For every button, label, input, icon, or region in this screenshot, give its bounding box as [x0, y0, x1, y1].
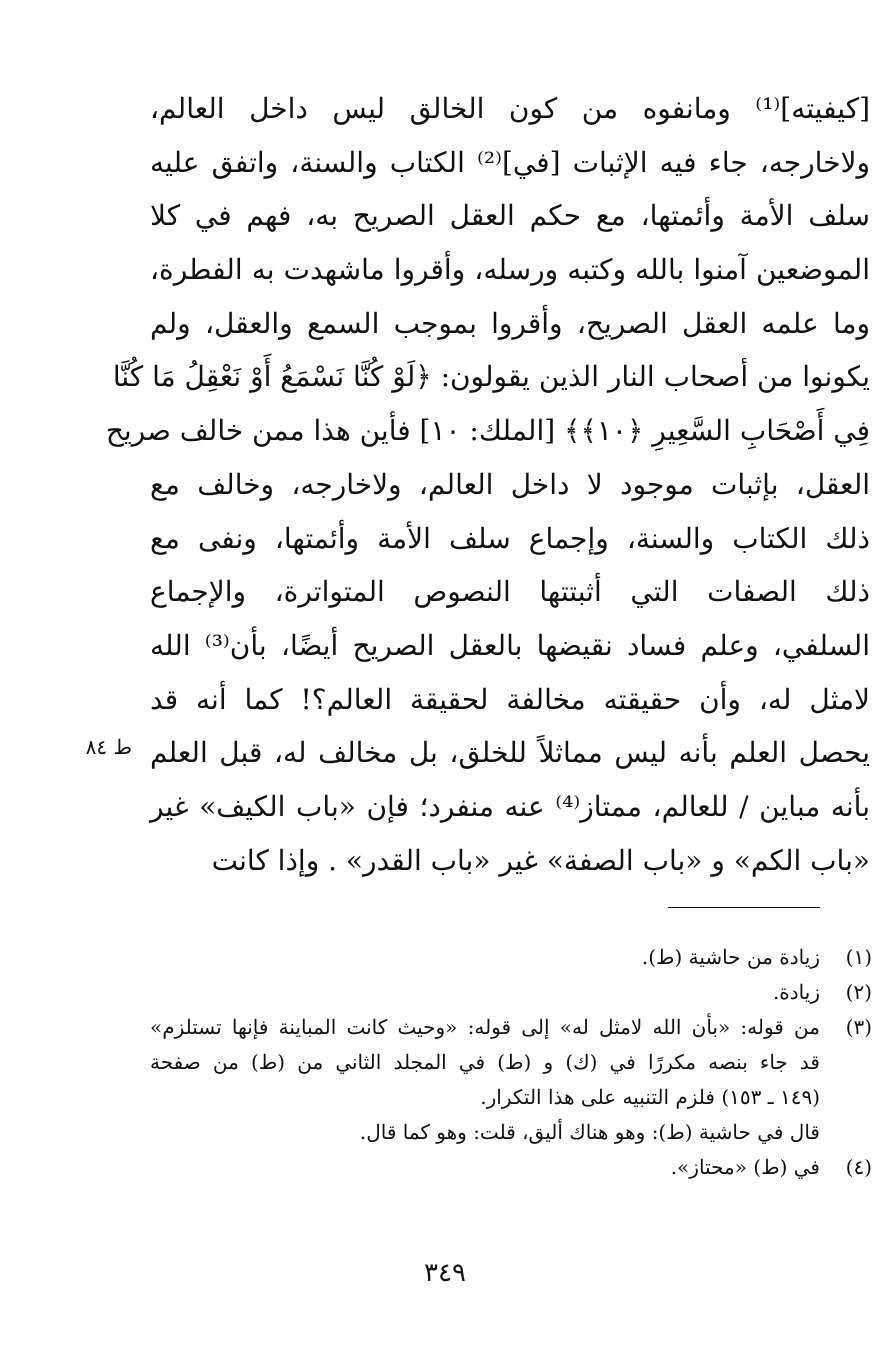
- text-line: فِي أَصْحَابِ السَّعِيرِ ﴿١٠﴾﴾ [الملك: ١٠] فأين هذا ممن خالف صريح: [105, 414, 870, 448]
- footnote-line: (١٤٩ ـ ١٥٣) فلزم التنبيه على هذا التكرار.: [480, 1085, 820, 1109]
- footnote-text: [150, 1010, 820, 1150]
- text-line: «باب الكم» و «باب الصفة» غير «باب القدر» . وإذا كانت: [211, 843, 870, 877]
- footnote-text: [150, 940, 820, 975]
- footnote-line: زيادة من حاشية (ط).: [641, 945, 820, 969]
- footnote-text: [150, 1150, 820, 1185]
- footnote-number: (٤): [845, 1155, 872, 1179]
- text-line: [كيفيته]⁽¹⁾ ومانفوه من كون الخالق ليس داخل العالم،: [150, 92, 870, 125]
- text-line: لامثل له، وأن حقيقته مخالفة لحقيقة العالم؟! كما أنه قد: [150, 682, 870, 716]
- footnote: [150, 940, 872, 975]
- text-line: ولاخارجه، جاء فيه الإثبات [في]⁽²⁾ الكتاب والسنة، واتفق عليه: [150, 145, 870, 179]
- text-line: السلفي، وعلم فساد نقيضها بالعقل الصريح أيضًا، بأن⁽³⁾ الله: [150, 628, 870, 662]
- footnote-line: من قوله: «بأن الله لامثل له» إلى قوله: «وحيث كانت المباينة فإنها تستلزم»: [150, 1015, 820, 1039]
- text-line: يكونوا من أصحاب النار الذين يقولون: ﴿لَوْ كُنَّا نَسْمَعُ أَوْ نَعْقِلُ مَا كُنَّا: [112, 360, 870, 394]
- text-line: يحصل العلم بأنه ليس مماثلاً للخلق، بل مخالف له، قبل العلم: [150, 736, 870, 770]
- footnote-number: (١): [845, 945, 872, 969]
- footnote: [150, 1010, 872, 1150]
- text-line: بأنه مباين / للعالم، ممتاز⁽⁴⁾ عنه منفرد؛ فإن «باب الكيف» غير: [150, 789, 870, 823]
- footnote-line: في (ط) «محتاز».: [670, 1155, 820, 1179]
- footnotes: [150, 940, 872, 1185]
- footnote: [150, 1150, 872, 1185]
- footnote-text: [150, 975, 820, 1010]
- footnote-line: زيادة.: [772, 980, 820, 1004]
- marginal-note: ط ٨٤: [85, 735, 132, 759]
- text-line: الموضعين آمنوا بالله وكتبه ورسله، وأقروا ماشهدت به الفطرة،: [150, 253, 870, 287]
- page-number: ٣٤٩: [424, 1258, 466, 1288]
- text-line: سلف الأمة وأئمتها، مع حكم العقل الصريح به، فهم في كلا: [150, 199, 870, 233]
- text-line: وما علمه العقل الصريح، وأقروا بموجب السمع والعقل، ولم: [150, 306, 870, 340]
- text-line: ذلك الصفات التي أثبتتها النصوص المتواترة، والإجماع: [150, 575, 870, 609]
- footnote-line: قال في حاشية (ط): وهو هناك أليق، قلت: وهو كما قال.: [359, 1120, 820, 1144]
- footnote-number: (٢): [845, 980, 872, 1004]
- text-line: ذلك الكتاب والسنة، وإجماع سلف الأمة وأئمتها، ونفى مع: [150, 521, 870, 555]
- footnote: [150, 975, 872, 1010]
- footnote-line: قد جاء بنصه مكررًا في (ك) و (ط) في المجلد الثاني من (ط) من صفحة: [150, 1050, 820, 1074]
- footnote-separator: [668, 907, 820, 908]
- text-line: العقل، بإثبات موجود لا داخل العالم، ولاخارجه، وخالف مع: [150, 467, 870, 501]
- footnote-number: (٣): [845, 1015, 872, 1039]
